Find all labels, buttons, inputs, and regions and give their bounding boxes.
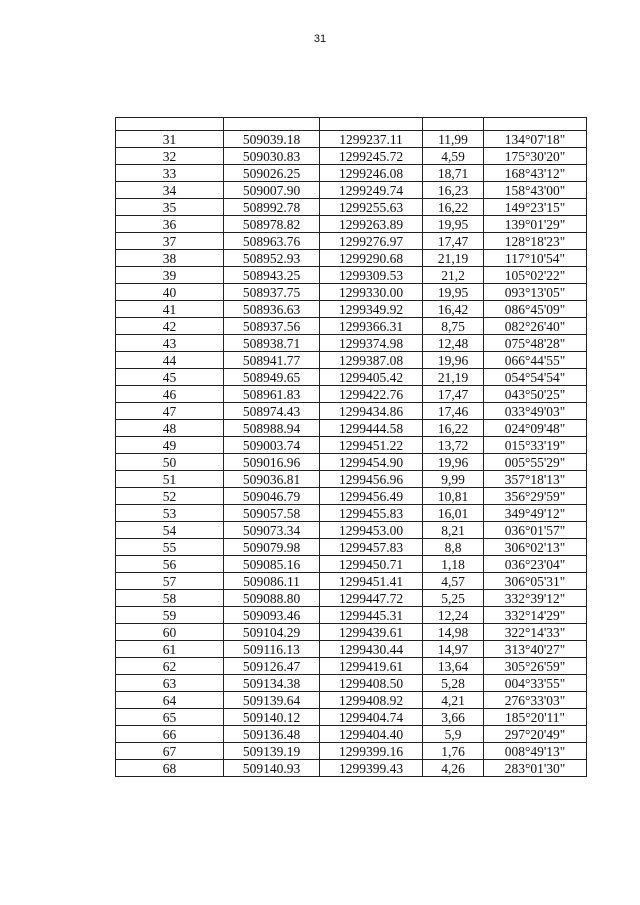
distance-cell: 21,2 <box>423 267 484 284</box>
table-row <box>116 403 587 420</box>
distance-cell: 16,42 <box>423 301 484 318</box>
distance-cell: 16,22 <box>423 199 484 216</box>
distance-cell: 4,26 <box>423 760 484 777</box>
x-coordinate-cell: 508974.43 <box>224 403 320 420</box>
bearing-cell: 322°14'33" <box>484 624 587 641</box>
distance-cell: 21,19 <box>423 369 484 386</box>
point-number-cell: 48 <box>116 420 224 437</box>
x-coordinate-cell: 509007.90 <box>224 182 320 199</box>
distance-cell: 21,19 <box>423 250 484 267</box>
point-number-cell: 35 <box>116 199 224 216</box>
y-coordinate-cell: 1299419.61 <box>320 658 423 675</box>
distance-cell: 8,8 <box>423 539 484 556</box>
y-coordinate-cell: 1299404.74 <box>320 709 423 726</box>
y-coordinate-cell: 1299399.16 <box>320 743 423 760</box>
point-number-cell: 67 <box>116 743 224 760</box>
x-coordinate-cell: 508937.75 <box>224 284 320 301</box>
distance-cell: 3,66 <box>423 709 484 726</box>
point-number-cell: 66 <box>116 726 224 743</box>
x-coordinate-cell: 509139.64 <box>224 692 320 709</box>
bearing-cell: 004°33'55" <box>484 675 587 692</box>
point-number-cell: 44 <box>116 352 224 369</box>
y-coordinate-cell: 1299290.68 <box>320 250 423 267</box>
point-number-cell: 33 <box>116 165 224 182</box>
table-row <box>116 692 587 709</box>
bearing-cell: 168°43'12" <box>484 165 587 182</box>
table-row <box>116 182 587 199</box>
table-body <box>116 118 587 777</box>
x-coordinate-cell: 509030.83 <box>224 148 320 165</box>
x-coordinate-cell: 509003.74 <box>224 437 320 454</box>
distance-cell: 5,28 <box>423 675 484 692</box>
y-coordinate-cell: 1299276.97 <box>320 233 423 250</box>
y-coordinate-cell: 1299405.42 <box>320 369 423 386</box>
table-row <box>116 743 587 760</box>
point-number-cell: 50 <box>116 454 224 471</box>
x-coordinate-cell: 508992.78 <box>224 199 320 216</box>
table-row <box>116 641 587 658</box>
point-number-cell: 36 <box>116 216 224 233</box>
table-row <box>116 199 587 216</box>
table-row <box>116 284 587 301</box>
bearing-cell: 306°05'31" <box>484 573 587 590</box>
point-number-cell: 58 <box>116 590 224 607</box>
table-row <box>116 386 587 403</box>
header-cell <box>484 118 587 131</box>
distance-cell: 17,47 <box>423 386 484 403</box>
distance-cell: 9,99 <box>423 471 484 488</box>
header-cell <box>423 118 484 131</box>
x-coordinate-cell: 508949.65 <box>224 369 320 386</box>
y-coordinate-cell: 1299447.72 <box>320 590 423 607</box>
bearing-cell: 128°18'23" <box>484 233 587 250</box>
bearing-cell: 158°43'00" <box>484 182 587 199</box>
point-number-cell: 68 <box>116 760 224 777</box>
x-coordinate-cell: 509116.13 <box>224 641 320 658</box>
x-coordinate-cell: 508961.83 <box>224 386 320 403</box>
table-row <box>116 148 587 165</box>
x-coordinate-cell: 509073.34 <box>224 522 320 539</box>
distance-cell: 8,75 <box>423 318 484 335</box>
bearing-cell: 015°33'19" <box>484 437 587 454</box>
y-coordinate-cell: 1299408.50 <box>320 675 423 692</box>
point-number-cell: 60 <box>116 624 224 641</box>
y-coordinate-cell: 1299453.00 <box>320 522 423 539</box>
bearing-cell: 082°26'40" <box>484 318 587 335</box>
table-row <box>116 505 587 522</box>
x-coordinate-cell: 509039.18 <box>224 131 320 148</box>
point-number-cell: 56 <box>116 556 224 573</box>
table-row <box>116 335 587 352</box>
table-row <box>116 301 587 318</box>
bearing-cell: 008°49'13" <box>484 743 587 760</box>
point-number-cell: 62 <box>116 658 224 675</box>
distance-cell: 16,22 <box>423 420 484 437</box>
distance-cell: 5,25 <box>423 590 484 607</box>
point-number-cell: 31 <box>116 131 224 148</box>
y-coordinate-cell: 1299387.08 <box>320 352 423 369</box>
distance-cell: 4,57 <box>423 573 484 590</box>
table-row <box>116 726 587 743</box>
x-coordinate-cell: 509136.48 <box>224 726 320 743</box>
bearing-cell: 066°44'55" <box>484 352 587 369</box>
table-row <box>116 420 587 437</box>
x-coordinate-cell: 509140.12 <box>224 709 320 726</box>
x-coordinate-cell: 508943.25 <box>224 267 320 284</box>
distance-cell: 1,76 <box>423 743 484 760</box>
x-coordinate-cell: 508978.82 <box>224 216 320 233</box>
bearing-cell: 357°18'13" <box>484 471 587 488</box>
point-number-cell: 64 <box>116 692 224 709</box>
point-number-cell: 39 <box>116 267 224 284</box>
y-coordinate-cell: 1299330.00 <box>320 284 423 301</box>
header-row <box>116 118 587 131</box>
point-number-cell: 40 <box>116 284 224 301</box>
table-row <box>116 488 587 505</box>
y-coordinate-cell: 1299404.40 <box>320 726 423 743</box>
y-coordinate-cell: 1299408.92 <box>320 692 423 709</box>
y-coordinate-cell: 1299249.74 <box>320 182 423 199</box>
bearing-cell: 276°33'03" <box>484 692 587 709</box>
distance-cell: 19,96 <box>423 352 484 369</box>
x-coordinate-cell: 509026.25 <box>224 165 320 182</box>
x-coordinate-cell: 509139.19 <box>224 743 320 760</box>
point-number-cell: 46 <box>116 386 224 403</box>
distance-cell: 1,18 <box>423 556 484 573</box>
table-row <box>116 590 587 607</box>
y-coordinate-cell: 1299263.89 <box>320 216 423 233</box>
table-row <box>116 165 587 182</box>
distance-cell: 14,98 <box>423 624 484 641</box>
bearing-cell: 093°13'05" <box>484 284 587 301</box>
y-coordinate-cell: 1299445.31 <box>320 607 423 624</box>
distance-cell: 16,01 <box>423 505 484 522</box>
y-coordinate-cell: 1299444.58 <box>320 420 423 437</box>
table-row <box>116 352 587 369</box>
bearing-cell: 149°23'15" <box>484 199 587 216</box>
x-coordinate-cell: 509079.98 <box>224 539 320 556</box>
point-number-cell: 43 <box>116 335 224 352</box>
x-coordinate-cell: 509046.79 <box>224 488 320 505</box>
table-row <box>116 573 587 590</box>
page-number: 31 <box>313 33 327 45</box>
bearing-cell: 297°20'49" <box>484 726 587 743</box>
y-coordinate-cell: 1299246.08 <box>320 165 423 182</box>
y-coordinate-cell: 1299454.90 <box>320 454 423 471</box>
point-number-cell: 51 <box>116 471 224 488</box>
table-row <box>116 522 587 539</box>
bearing-cell: 105°02'22" <box>484 267 587 284</box>
header-cell <box>116 118 224 131</box>
bearing-cell: 332°39'12" <box>484 590 587 607</box>
bearing-cell: 033°49'03" <box>484 403 587 420</box>
bearing-cell: 005°55'29" <box>484 454 587 471</box>
x-coordinate-cell: 509140.93 <box>224 760 320 777</box>
y-coordinate-cell: 1299451.41 <box>320 573 423 590</box>
bearing-cell: 054°54'54" <box>484 369 587 386</box>
table-row <box>116 216 587 233</box>
bearing-cell: 175°30'20" <box>484 148 587 165</box>
header-cell <box>224 118 320 131</box>
point-number-cell: 41 <box>116 301 224 318</box>
distance-cell: 19,96 <box>423 454 484 471</box>
distance-cell: 8,21 <box>423 522 484 539</box>
table-row <box>116 318 587 335</box>
y-coordinate-cell: 1299309.53 <box>320 267 423 284</box>
x-coordinate-cell: 509036.81 <box>224 471 320 488</box>
bearing-cell: 036°23'04" <box>484 556 587 573</box>
bearing-cell: 356°29'59" <box>484 488 587 505</box>
bearing-cell: 185°20'11" <box>484 709 587 726</box>
y-coordinate-cell: 1299430.44 <box>320 641 423 658</box>
bearing-cell: 139°01'29" <box>484 216 587 233</box>
point-number-cell: 45 <box>116 369 224 386</box>
y-coordinate-cell: 1299439.61 <box>320 624 423 641</box>
bearing-cell: 024°09'48" <box>484 420 587 437</box>
x-coordinate-cell: 509085.16 <box>224 556 320 573</box>
y-coordinate-cell: 1299349.92 <box>320 301 423 318</box>
bearing-cell: 283°01'30" <box>484 760 587 777</box>
x-coordinate-cell: 508937.56 <box>224 318 320 335</box>
point-number-cell: 42 <box>116 318 224 335</box>
table-row <box>116 267 587 284</box>
point-number-cell: 32 <box>116 148 224 165</box>
table-row <box>116 437 587 454</box>
x-coordinate-cell: 509134.38 <box>224 675 320 692</box>
table-row <box>116 454 587 471</box>
distance-cell: 4,21 <box>423 692 484 709</box>
distance-cell: 4,59 <box>423 148 484 165</box>
y-coordinate-cell: 1299255.63 <box>320 199 423 216</box>
table-row <box>116 250 587 267</box>
y-coordinate-cell: 1299450.71 <box>320 556 423 573</box>
header-cell <box>320 118 423 131</box>
point-number-cell: 54 <box>116 522 224 539</box>
bearing-cell: 306°02'13" <box>484 539 587 556</box>
table-row <box>116 709 587 726</box>
point-number-cell: 55 <box>116 539 224 556</box>
coordinates-table <box>115 117 587 777</box>
distance-cell: 19,95 <box>423 284 484 301</box>
bearing-cell: 036°01'57" <box>484 522 587 539</box>
bearing-cell: 134°07'18" <box>484 131 587 148</box>
distance-cell: 19,95 <box>423 216 484 233</box>
point-number-cell: 65 <box>116 709 224 726</box>
y-coordinate-cell: 1299434.86 <box>320 403 423 420</box>
x-coordinate-cell: 508936.63 <box>224 301 320 318</box>
table-row <box>116 131 587 148</box>
x-coordinate-cell: 508938.71 <box>224 335 320 352</box>
distance-cell: 5,9 <box>423 726 484 743</box>
table-row <box>116 658 587 675</box>
y-coordinate-cell: 1299374.98 <box>320 335 423 352</box>
distance-cell: 12,48 <box>423 335 484 352</box>
y-coordinate-cell: 1299399.43 <box>320 760 423 777</box>
x-coordinate-cell: 509088.80 <box>224 590 320 607</box>
distance-cell: 17,46 <box>423 403 484 420</box>
x-coordinate-cell: 509104.29 <box>224 624 320 641</box>
bearing-cell: 043°50'25" <box>484 386 587 403</box>
table-row <box>116 369 587 386</box>
x-coordinate-cell: 509057.58 <box>224 505 320 522</box>
distance-cell: 18,71 <box>423 165 484 182</box>
distance-cell: 17,47 <box>423 233 484 250</box>
point-number-cell: 63 <box>116 675 224 692</box>
x-coordinate-cell: 509126.47 <box>224 658 320 675</box>
bearing-cell: 313°40'27" <box>484 641 587 658</box>
point-number-cell: 52 <box>116 488 224 505</box>
y-coordinate-cell: 1299237.11 <box>320 131 423 148</box>
y-coordinate-cell: 1299422.76 <box>320 386 423 403</box>
x-coordinate-cell: 509016.96 <box>224 454 320 471</box>
bearing-cell: 086°45'09" <box>484 301 587 318</box>
point-number-cell: 37 <box>116 233 224 250</box>
distance-cell: 11,99 <box>423 131 484 148</box>
distance-cell: 13,72 <box>423 437 484 454</box>
x-coordinate-cell: 508952.93 <box>224 250 320 267</box>
table-row <box>116 471 587 488</box>
bearing-cell: 332°14'29" <box>484 607 587 624</box>
point-number-cell: 47 <box>116 403 224 420</box>
point-number-cell: 49 <box>116 437 224 454</box>
x-coordinate-cell: 509086.11 <box>224 573 320 590</box>
distance-cell: 10,81 <box>423 488 484 505</box>
point-number-cell: 59 <box>116 607 224 624</box>
x-coordinate-cell: 508963.76 <box>224 233 320 250</box>
y-coordinate-cell: 1299366.31 <box>320 318 423 335</box>
table-row <box>116 760 587 777</box>
table-row <box>116 233 587 250</box>
y-coordinate-cell: 1299455.83 <box>320 505 423 522</box>
point-number-cell: 61 <box>116 641 224 658</box>
y-coordinate-cell: 1299456.96 <box>320 471 423 488</box>
table-row <box>116 675 587 692</box>
x-coordinate-cell: 509093.46 <box>224 607 320 624</box>
point-number-cell: 57 <box>116 573 224 590</box>
y-coordinate-cell: 1299451.22 <box>320 437 423 454</box>
table-row <box>116 556 587 573</box>
x-coordinate-cell: 508988.94 <box>224 420 320 437</box>
point-number-cell: 34 <box>116 182 224 199</box>
bearing-cell: 349°49'12" <box>484 505 587 522</box>
table-row <box>116 607 587 624</box>
bearing-cell: 117°10'54" <box>484 250 587 267</box>
distance-cell: 16,23 <box>423 182 484 199</box>
distance-cell: 14,97 <box>423 641 484 658</box>
point-number-cell: 53 <box>116 505 224 522</box>
point-number-cell: 38 <box>116 250 224 267</box>
bearing-cell: 075°48'28" <box>484 335 587 352</box>
x-coordinate-cell: 508941.77 <box>224 352 320 369</box>
y-coordinate-cell: 1299457.83 <box>320 539 423 556</box>
distance-cell: 13,64 <box>423 658 484 675</box>
table-row <box>116 624 587 641</box>
y-coordinate-cell: 1299245.72 <box>320 148 423 165</box>
y-coordinate-cell: 1299456.49 <box>320 488 423 505</box>
distance-cell: 12,24 <box>423 607 484 624</box>
table-row <box>116 539 587 556</box>
bearing-cell: 305°26'59" <box>484 658 587 675</box>
